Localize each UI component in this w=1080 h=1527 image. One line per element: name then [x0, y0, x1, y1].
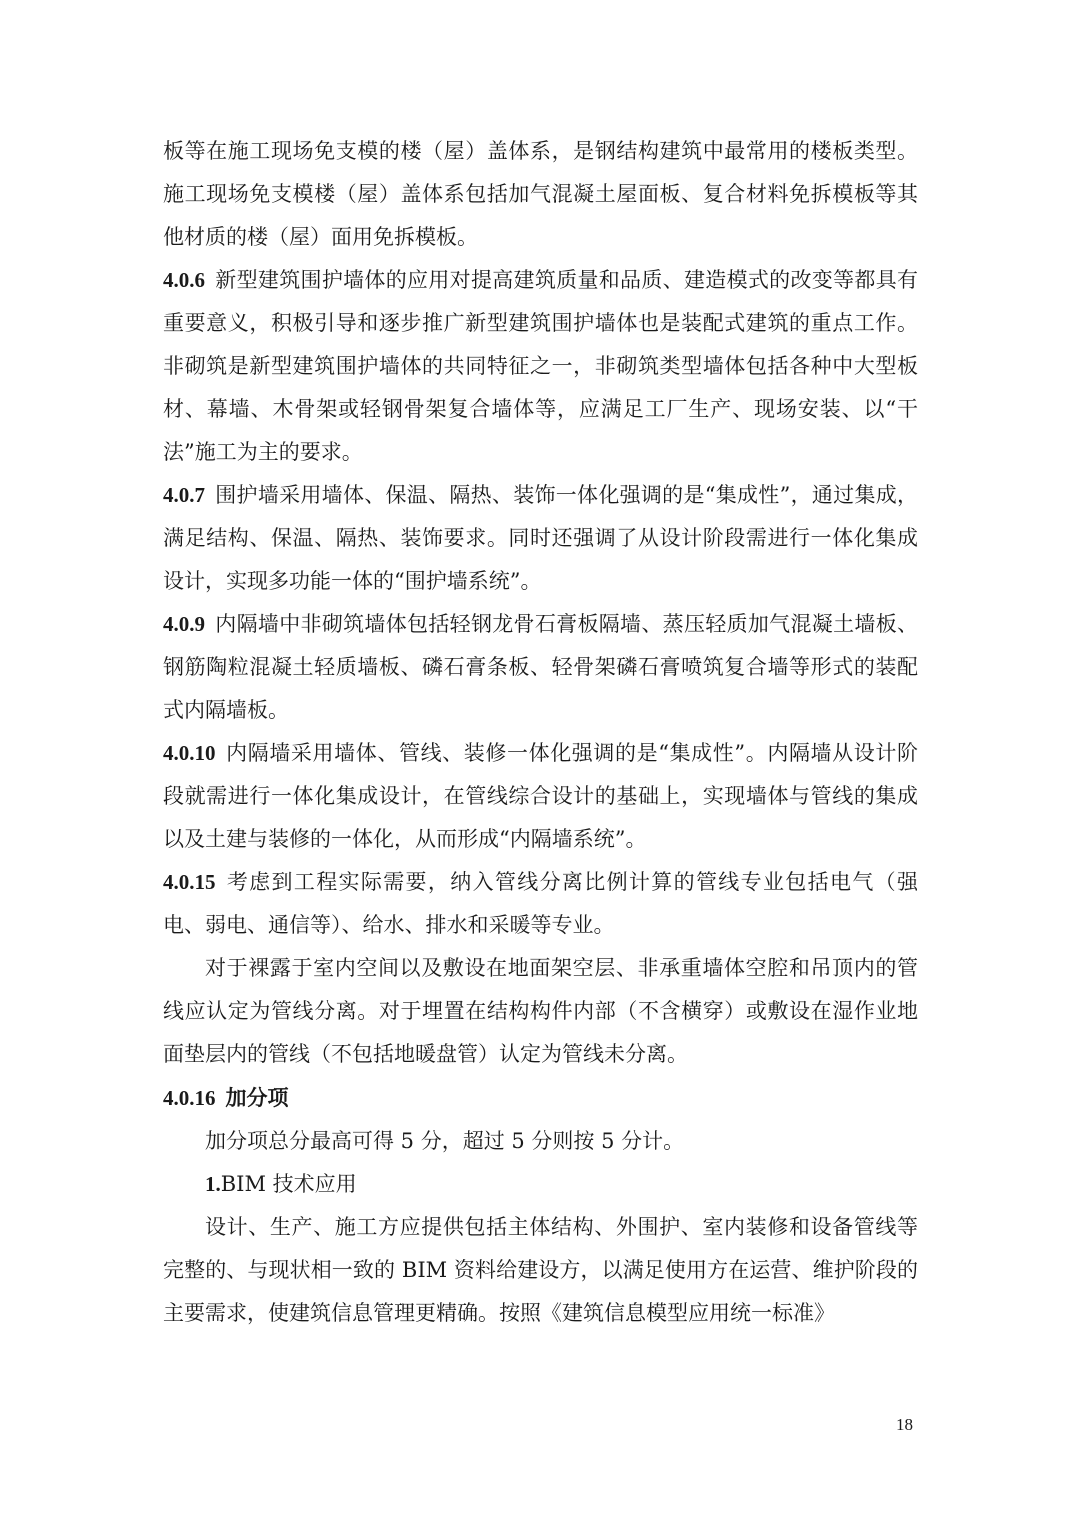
clause-4-0-7 — [163, 474, 918, 603]
clause-text: 内隔墙采用墙体、管线、装修一体化强调的是“集成性”。内隔墙从设计阶段就需进行一体化集成设计，在管线综合设计的基础上，实现墙体与管线的集成以及土建与装修的一体化，从而形成“内隔墙系统”。 — [163, 741, 918, 851]
bim-paragraph — [163, 1206, 918, 1335]
clause-number: 4.0.7 — [163, 483, 205, 507]
paragraph-text: 对于裸露于室内空间以及敷设在地面架空层、非承重墙体空腔和吊顶内的管线应认定为管线分离。对于埋置在结构构件内部（不含横穿）或敷设在湿作业地面垫层内的管线（不包括地暖盘管）认定为管线未分离。 — [163, 956, 918, 1066]
subheading-number: 1. — [205, 1172, 221, 1196]
pipeline-separation-paragraph — [163, 947, 918, 1076]
clause-4-0-15 — [163, 861, 918, 947]
paragraph-continued — [163, 130, 918, 259]
clause-text: 内隔墙中非砌筑墙体包括轻钢龙骨石膏板隔墙、蒸压轻质加气混凝土墙板、钢筋陶粒混凝土轻质墙板、磷石膏条板、轻骨架磷石膏喷筑复合墙等形式的装配式内隔墙板。 — [163, 612, 918, 722]
paragraph-text: 加分项总分最高可得 5 分，超过 5 分则按 5 分计。 — [205, 1129, 685, 1153]
clause-title: 加分项 — [225, 1085, 289, 1110]
page-number: 18 — [896, 1415, 913, 1434]
clause-number: 4.0.15 — [163, 870, 216, 894]
subheading-title: BIM 技术应用 — [220, 1172, 357, 1196]
bonus-summary-paragraph — [163, 1120, 918, 1163]
paragraph-text: 设计、生产、施工方应提供包括主体结构、外围护、室内装修和设备管线等完整的、与现状相一致的 BIM 资料给建设方，以满足使用方在运营、维护阶段的主要需求，使建筑信息管理更精确。按照《建筑信息模型应用统一标准》 — [163, 1215, 918, 1325]
clause-number: 4.0.9 — [163, 612, 205, 636]
clause-number: 4.0.16 — [163, 1086, 216, 1110]
clause-4-0-16-heading — [163, 1076, 918, 1120]
clause-4-0-10 — [163, 732, 918, 861]
clause-text: 围护墙采用墙体、保温、隔热、装饰一体化强调的是“集成性”，通过集成，满足结构、保温、隔热、装饰要求。同时还强调了从设计阶段需进行一体化集成设计，实现多功能一体的“围护墙系统”。 — [163, 483, 918, 593]
clause-number: 4.0.6 — [163, 268, 205, 292]
clause-4-0-6 — [163, 259, 918, 474]
page-body — [163, 130, 918, 1335]
clause-text: 新型建筑围护墙体的应用对提高建筑质量和品质、建造模式的改变等都具有重要意义，积极引导和逐步推广新型建筑围护墙体也是装配式建筑的重点工作。非砌筑是新型建筑围护墙体的共同特征之一，非砌筑类型墙体包括各种中大型板材、幕墙、木骨架或轻钢骨架复合墙体等，应满足工厂生产、现场安装、以“干法”施工为主的要求。 — [163, 268, 918, 464]
paragraph-text: 板等在施工现场免支模的楼（屋）盖体系，是钢结构建筑中最常用的楼板类型。施工现场免支模楼（屋）盖体系包括加气混凝土屋面板、复合材料免拆模板等其他材质的楼（屋）面用免拆模板。 — [163, 139, 918, 249]
clause-text: 考虑到工程实际需要，纳入管线分离比例计算的管线专业包括电气（强电、弱电、通信等）、给水、排水和采暖等专业。 — [163, 870, 918, 937]
bim-subheading — [163, 1163, 918, 1206]
clause-number: 4.0.10 — [163, 741, 216, 765]
clause-4-0-9 — [163, 603, 918, 732]
